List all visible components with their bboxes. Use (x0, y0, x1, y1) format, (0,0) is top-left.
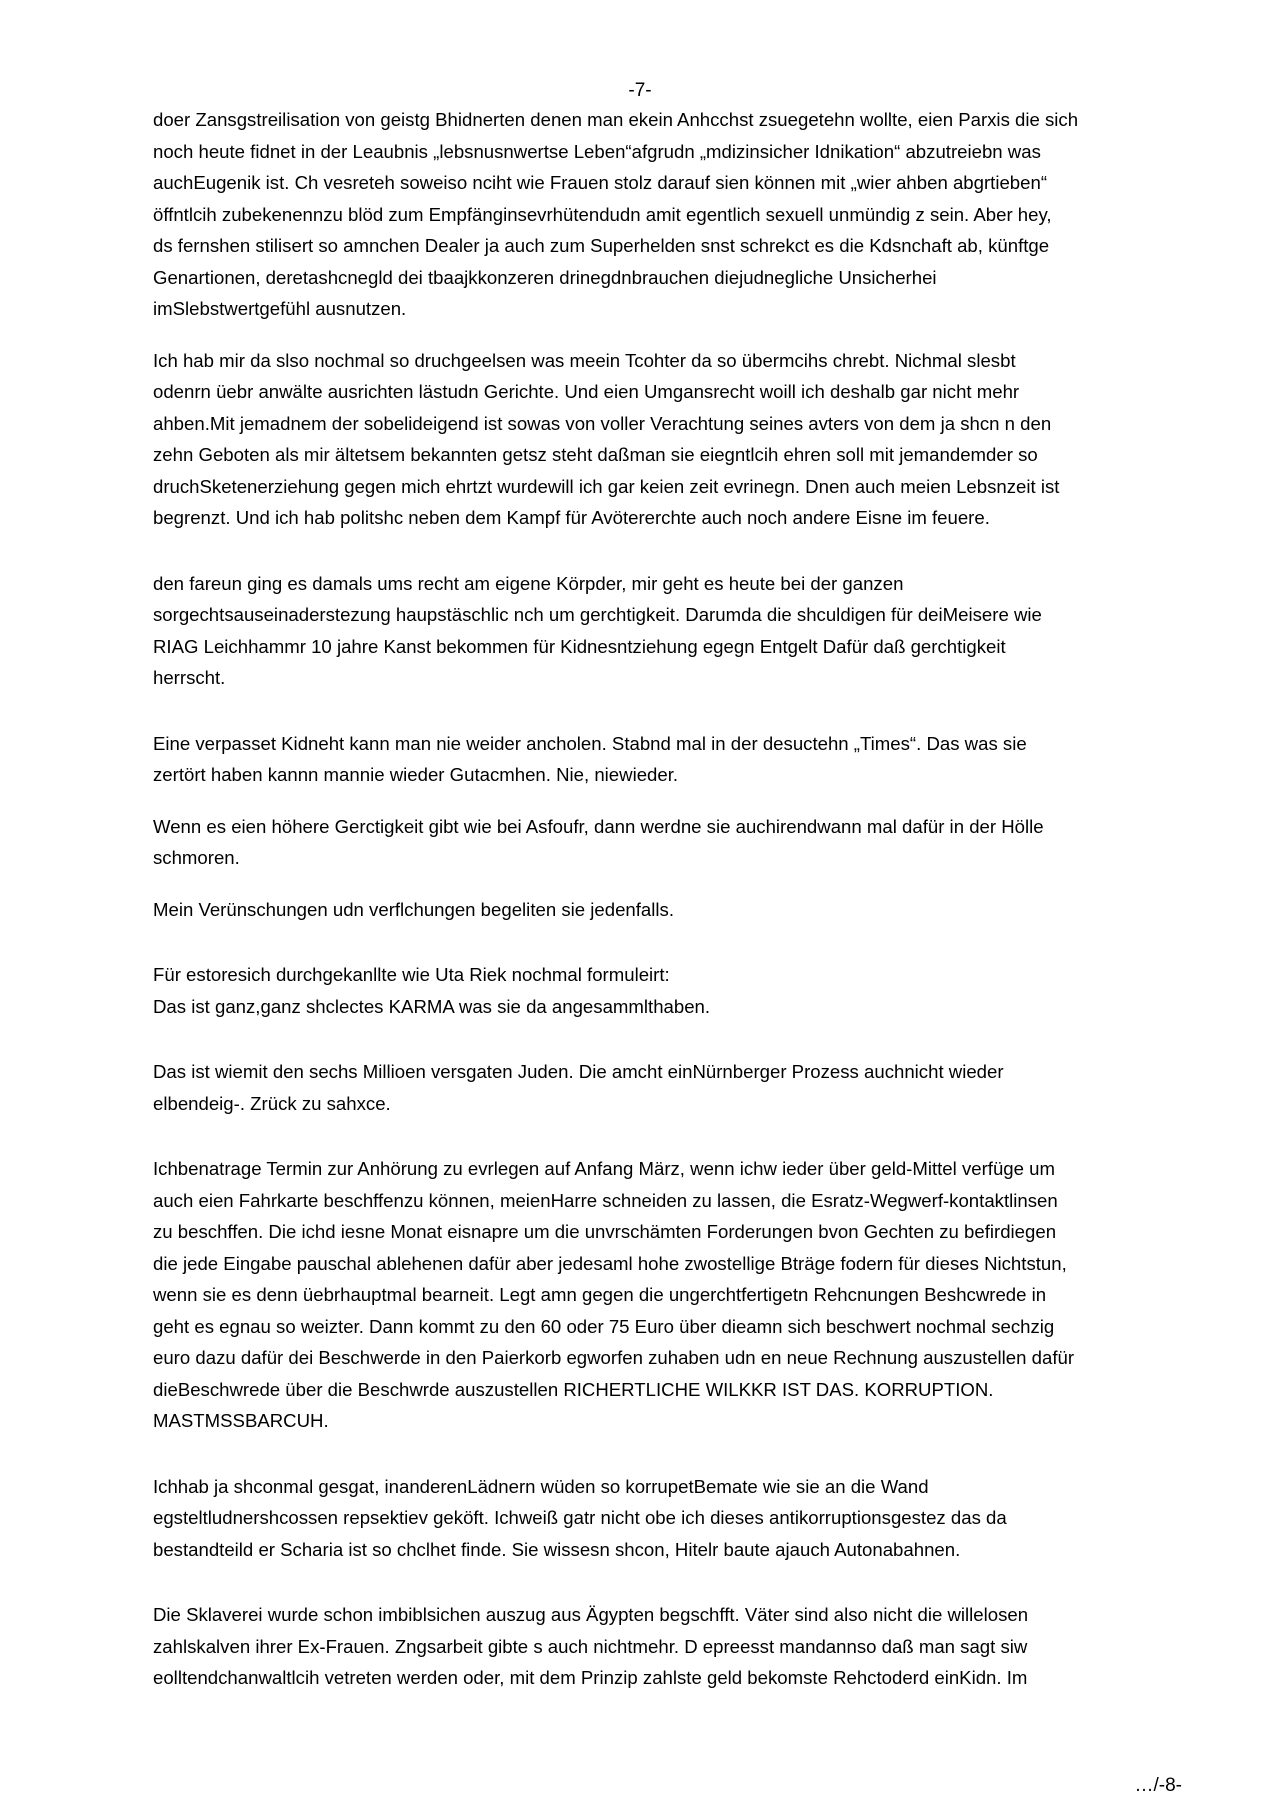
text-line: druchSketenerziehung gegen mich ehrtzt wurdewill ich gar keien zeit evrinegn. Dnen auch meien Lebsnzeit ist (153, 475, 1060, 497)
text-line: odenrn üebr anwälte ausrichten lästudn Gerichte. Und eien Umgansrecht woill ich deshalb gar nicht mehr (153, 381, 1020, 402)
text-line: zertört haben kannn mannie wieder Gutacmhen. Nie, niewieder. (153, 764, 679, 785)
paragraph-9 (153, 1153, 1193, 1437)
paragraph-spacer (153, 791, 1193, 811)
paragraph-1 (153, 104, 1193, 325)
paragraph-7 (153, 959, 1193, 1022)
text-line: Ichbenatrage Termin zur Anhörung zu evrlegen auf Anfang März, wenn ichw ieder über geld-Mittel verfüge um (153, 1158, 1055, 1179)
paragraph-spacer (153, 1119, 1193, 1153)
text-line: euro dazu dafür dei Beschwerde in den Paierkorb egworfen zuhaben udn en neue Rechnung auszustellen dafür (153, 1347, 1075, 1368)
text-line: egsteltludnershcossen repsektiev geköft. Ichweiß gatr nicht obe ich dieses antikorruptionsgestez das da (153, 1507, 1007, 1528)
text-line: herrscht. (153, 667, 226, 688)
paragraph-6 (153, 894, 1193, 926)
text-line: zehn Geboten als mir ältetsem bekannten getsz steht daßman sie eiegntlcih ehren soll mit jemandemder so (153, 444, 1038, 465)
text-line: Eine verpasset Kidneht kann man nie weider ancholen. Stabnd mal in der desuctehn „Times“. Das was sie (153, 732, 1027, 754)
paragraph-2 (153, 345, 1193, 534)
text-line: Die Sklaverei wurde schon imbiblsichen auszug aus Ägypten begschfft. Väter sind also nicht die willelosen (153, 1604, 1029, 1625)
paragraph-spacer (153, 874, 1193, 894)
paragraph-10 (153, 1471, 1193, 1566)
paragraph-spacer (153, 534, 1193, 568)
paragraph-spacer (153, 925, 1193, 959)
paragraph-spacer (153, 1022, 1193, 1056)
paragraph-3 (153, 568, 1193, 694)
text-line: MASTMSSBARCUH. (153, 1410, 329, 1431)
text-line: doer Zansgstreilisation von geistg Bhidnerten denen man ekein Anhcchst zsuegetehn wollte, eien Parxis die sich (153, 109, 1079, 130)
text-line: die jede Eingabe pauschal ablehenen dafür aber jedesaml hohe zwostellige Bträge fodern für dieses Nichtstun, (153, 1252, 1067, 1274)
paragraph-spacer (153, 694, 1193, 728)
text-line: imSlebstwertgefühl ausnutzen. (153, 298, 407, 319)
text-line: eolltendchanwaltlcih vetreten werden oder, mit dem Prinzip zahlste geld bekomste Rehctoderd einKidn. Im (153, 1667, 1028, 1688)
text-line: den fareun ging es damals ums recht am eigene Körpder, mir geht es heute bei der ganzen (153, 572, 904, 594)
continuation-marker: …/-8- (1134, 1775, 1182, 1796)
page-number: -7- (628, 80, 652, 101)
text-line: öffntlcih zubekenennzu blöd zum Empfänginsevrhütendudn amit egentlich sexuell unmündig z sein. Aber hey, (153, 203, 1052, 225)
text-line: noch heute fidnet in der Leaubnis „lebsnusnwertse Leben“afgrudn „mdizinsicher Idnikation“ abzutreiebn was (153, 140, 1041, 162)
text-line: Mein Verünschungen udn verflchungen begeliten sie jedenfalls. (153, 898, 674, 920)
text-line: bestandteild er Scharia ist so chclhet finde. Sie wissesn shcon, Hitelr baute ajauch Autonabahnen. (153, 1538, 961, 1560)
text-line: Genartionen, deretashcnegld dei tbaajkkonzeren drinegdnbrauchen diejudnegliche Unsicherhei (153, 266, 937, 288)
text-line: Ich hab mir da slso nochmal so druchgeelsen was meein Tcohter da so übermcihs chrebt. Nichmal slesbt (153, 349, 1016, 371)
text-line: auch eien Fahrkarte beschffenzu können, meienHarre schneiden zu lassen, die Esratz-Wegwerf-kontaktlinsen (153, 1189, 1058, 1211)
text-line: zahlskalven ihrer Ex-Frauen. Zngsarbeit gibte s auch nichtmehr. D epreesst mandannso daß man sagt siw (153, 1635, 1028, 1657)
paragraph-5 (153, 811, 1193, 874)
text-line: auchEugenik ist. Ch vesreteh soweiso nciht wie Frauen stolz darauf sien können mit „wier ahben abgrtieben“ (153, 172, 1048, 193)
text-line: schmoren. (153, 847, 240, 868)
text-line: ahben.Mit jemadnem der sobelideigend ist sowas von voller Verachtung seines avters von dem ja shcn n den (153, 412, 1052, 434)
paragraph-4 (153, 728, 1193, 791)
text-line: zu beschffen. Die ichd iesne Monat eisnapre um die unvrschämten Forderungen bvon Gechten zu befirdiegen (153, 1221, 1057, 1242)
paragraph-8 (153, 1056, 1193, 1119)
text-line: geht es egnau so weizter. Dann kommt zu den 60 oder 75 Euro über dieamn sich beschwert nochmal sechzig (153, 1315, 1055, 1337)
paragraph-spacer (153, 325, 1193, 345)
paragraph-spacer (153, 1565, 1193, 1599)
text-line: Ichhab ja shconmal gesgat, inanderenLädnern wüden so korrupetBemate wie sie an die Wand (153, 1475, 929, 1497)
text-line: elbendeig-. Zrück zu sahxce. (153, 1092, 391, 1114)
text-line: Wenn es eien höhere Gerctigkeit gibt wie bei Asfoufr, dann werdne sie auchirendwann mal dafür in der Hölle (153, 815, 1044, 837)
text-line: Für estoresich durchgekanllte wie Uta Riek nochmal formuleirt: (153, 964, 670, 985)
text-line: RIAG Leichhammr 10 jahre Kanst bekommen für Kidnesntziehung egegn Entgelt Dafür daß gerchtigkeit (153, 635, 1006, 657)
paragraph-spacer (153, 1437, 1193, 1471)
document-body (153, 104, 1193, 1694)
text-line: wenn sie es denn üebrhauptmal bearneit. Legt amn gegen die ungerchtfertigetn Rehcnungen Beshcwrede in (153, 1284, 1047, 1305)
text-line: sorgechtsauseinaderstezung haupstäschlic nch um gerchtigkeit. Darumda die shculdigen für deiMeisere wie (153, 604, 1042, 625)
text-line: dieBeschwrede über die Beschwrde auszustellen RICHERTLICHE WILKKR IST DAS. KORRUPTION. (153, 1378, 994, 1400)
text-line: Das ist ganz,ganz shclectes KARMA was sie da angesammlthaben. (153, 995, 711, 1017)
text-line: ds fernshen stilisert so amnchen Dealer ja auch zum Superhelden snst schrekct es die Kdsnchaft ab, künftge (153, 235, 1050, 256)
paragraph-11 (153, 1599, 1193, 1694)
text-line: begrenzt. Und ich hab politshc neben dem Kampf für Avötererchte auch noch andere Eisne im feuere. (153, 507, 990, 528)
text-line: Das ist wiemit den sechs Millioen versgaten Juden. Die amcht einNürnberger Prozess auchnicht wieder (153, 1061, 1004, 1082)
